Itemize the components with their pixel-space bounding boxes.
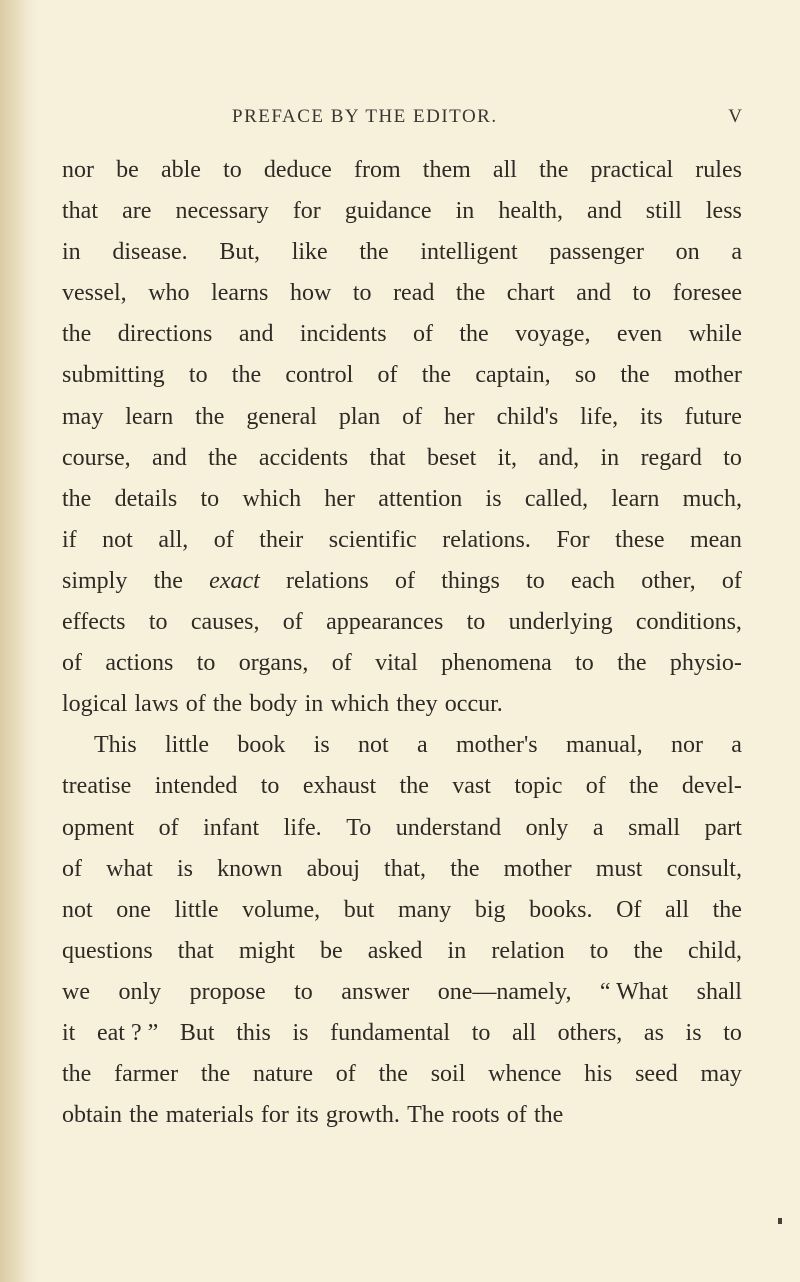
word: foresee <box>672 280 742 307</box>
word: be <box>320 937 343 964</box>
word: occur. <box>444 691 503 718</box>
word: learn <box>125 403 174 430</box>
text-line <box>62 438 742 479</box>
word: health, <box>498 198 563 225</box>
word: a <box>592 814 604 841</box>
word: that <box>62 198 98 225</box>
word: laws <box>134 691 179 718</box>
text-line <box>62 520 742 561</box>
text-line <box>62 890 742 931</box>
word: scientific <box>328 526 417 553</box>
word: submitting <box>62 362 165 389</box>
word: actions <box>105 650 174 677</box>
word: vessel, <box>62 280 127 307</box>
word: the <box>208 444 238 471</box>
word: to <box>723 1019 742 1046</box>
word: questions <box>62 937 153 964</box>
word: guidance <box>344 198 432 225</box>
word: the <box>617 650 647 677</box>
word: farmer <box>114 1061 179 1088</box>
word: the <box>399 773 429 800</box>
word: child's <box>496 403 559 430</box>
word: beset <box>426 444 477 471</box>
word: But <box>179 1019 215 1046</box>
page-number: V <box>728 106 742 127</box>
word: to <box>294 978 313 1005</box>
word: as <box>643 1019 664 1046</box>
word: only <box>525 814 569 841</box>
word: relation <box>491 937 565 964</box>
word: shall <box>696 978 742 1005</box>
word: conditions, <box>635 609 742 636</box>
word: causes, <box>190 609 260 636</box>
word: other, <box>641 567 696 594</box>
word: consult, <box>666 855 742 882</box>
word: underlying <box>508 609 613 636</box>
word: intended <box>154 773 238 800</box>
page-gutter-shadow <box>0 0 26 1282</box>
word: effects <box>62 609 126 636</box>
word: it <box>62 1019 76 1046</box>
word: who <box>148 280 190 307</box>
word: which <box>330 691 390 718</box>
word: phenomena <box>441 650 552 677</box>
word: her <box>324 485 356 512</box>
word: general <box>246 403 317 430</box>
word: called, <box>524 485 589 512</box>
text-line <box>62 355 742 396</box>
word: is <box>176 855 193 882</box>
word: the <box>195 403 225 430</box>
word: to <box>526 567 545 594</box>
text-line <box>62 972 742 1013</box>
word: deduce <box>263 157 332 183</box>
word: necessary <box>175 198 269 225</box>
word: and <box>576 280 611 307</box>
word: that <box>369 444 406 471</box>
word: the <box>62 1061 92 1088</box>
text-line <box>62 931 742 972</box>
word: to <box>352 280 372 307</box>
word: eat ? ” <box>96 1019 159 1046</box>
word: from <box>353 157 401 183</box>
word: learns <box>211 280 269 307</box>
word: life. <box>283 814 322 841</box>
word: of <box>282 609 303 636</box>
word: opment <box>62 814 134 841</box>
text-line <box>62 808 742 849</box>
word: nor <box>62 157 94 183</box>
word: of <box>62 650 82 677</box>
body-text <box>62 150 742 1136</box>
word: whence <box>488 1061 562 1088</box>
word: the <box>539 157 569 183</box>
word: to <box>260 773 280 800</box>
word: books. <box>529 896 593 923</box>
word: to <box>196 650 216 677</box>
word: of <box>377 362 398 389</box>
text-line <box>62 479 742 520</box>
word: the <box>212 691 243 718</box>
word: appearances <box>326 609 444 636</box>
word: may <box>62 403 104 430</box>
word: mean <box>689 526 742 553</box>
word: and <box>238 321 274 348</box>
word: the <box>620 362 650 389</box>
word: and <box>587 198 622 225</box>
word: her <box>444 403 475 430</box>
word: one <box>116 896 151 923</box>
word: the <box>455 280 486 307</box>
word: read <box>393 280 435 307</box>
word: they <box>396 691 438 718</box>
word: even <box>616 321 663 348</box>
word: volume, <box>242 896 321 923</box>
word: vital <box>375 650 418 677</box>
text-line <box>62 725 742 766</box>
text-line <box>62 643 742 684</box>
word: soil <box>430 1061 466 1088</box>
text-line <box>62 273 742 314</box>
word: like <box>291 239 328 266</box>
word: little <box>165 732 209 759</box>
word: his <box>584 1061 613 1088</box>
word: logical <box>62 691 128 718</box>
word: of <box>402 403 423 430</box>
word: The <box>407 1102 445 1129</box>
text-line <box>62 1013 742 1054</box>
word: so <box>574 362 597 389</box>
word: future <box>684 403 742 430</box>
word: exact <box>209 567 260 594</box>
word: what <box>106 855 153 882</box>
word: a <box>731 239 742 266</box>
word: the <box>459 321 489 348</box>
word: chart <box>506 280 555 307</box>
word: in <box>304 691 324 718</box>
word: and <box>152 444 187 471</box>
word: all <box>512 1019 537 1046</box>
text-line <box>62 397 742 438</box>
word: big <box>474 896 506 923</box>
word: one—namely, <box>437 978 572 1005</box>
word: of <box>412 321 433 348</box>
word: to <box>632 280 652 307</box>
word: of <box>158 814 179 841</box>
text-line <box>62 684 742 725</box>
word: is <box>313 732 330 759</box>
word: the <box>712 896 742 923</box>
word: passenger <box>549 239 644 266</box>
word: them <box>422 157 471 183</box>
word: directions <box>117 321 213 348</box>
word: known <box>217 855 283 882</box>
word: while <box>688 321 742 348</box>
word: for <box>260 1102 289 1129</box>
word: less <box>705 198 742 225</box>
word: all <box>665 896 690 923</box>
word: rules <box>695 157 742 183</box>
word: the <box>421 362 452 389</box>
word: that, <box>384 855 427 882</box>
word: in <box>62 239 81 266</box>
word: captain, <box>475 362 551 389</box>
word: voyage, <box>515 321 591 348</box>
word: for <box>292 198 321 225</box>
word: practical <box>590 157 674 183</box>
text-line <box>62 766 742 807</box>
word: “ What <box>599 978 669 1005</box>
word: life, <box>580 403 619 430</box>
word: of <box>62 855 82 882</box>
word: propose <box>189 978 266 1005</box>
text-line <box>62 191 742 232</box>
word: the <box>629 773 659 800</box>
word: of <box>394 567 415 594</box>
word: nor <box>670 732 703 759</box>
word: to <box>223 157 242 183</box>
word: infant <box>203 814 260 841</box>
word: seed <box>635 1061 678 1088</box>
word: roots <box>451 1102 500 1129</box>
word: materials <box>165 1102 254 1129</box>
word: But, <box>219 239 261 266</box>
text-line <box>62 1095 742 1136</box>
word: only <box>118 978 162 1005</box>
word: the <box>129 1102 159 1129</box>
text-line <box>62 1054 742 1095</box>
word: all <box>492 157 517 183</box>
word: on <box>675 239 700 266</box>
word: the <box>200 1061 231 1088</box>
word: To <box>346 814 372 841</box>
word: devel- <box>681 773 742 800</box>
word: and, <box>538 444 580 471</box>
text-line <box>62 561 742 602</box>
word: things <box>441 567 500 594</box>
word: must <box>595 855 643 882</box>
word: the <box>231 362 262 389</box>
word: manual, <box>565 732 643 759</box>
word: not <box>62 896 93 923</box>
word: may <box>700 1061 742 1088</box>
word: child, <box>687 937 742 964</box>
word: the <box>533 1102 564 1129</box>
text-line <box>62 314 742 355</box>
word: plan <box>338 403 381 430</box>
word: to <box>723 444 742 471</box>
word: the <box>359 239 389 266</box>
word: attention <box>378 485 463 512</box>
word: but <box>343 896 375 923</box>
word: organs, <box>238 650 309 677</box>
word: to <box>188 362 208 389</box>
text-line <box>62 150 742 191</box>
word: accidents <box>258 444 349 471</box>
word: a <box>731 732 742 759</box>
word: the <box>62 485 92 512</box>
word: many <box>397 896 452 923</box>
word: be <box>116 157 139 183</box>
word: the <box>153 567 183 594</box>
word: a <box>417 732 428 759</box>
word: mother <box>503 855 572 882</box>
word: topic <box>514 773 563 800</box>
word: learn <box>611 485 660 512</box>
word: to <box>148 609 168 636</box>
word: book <box>237 732 286 759</box>
word: not <box>102 526 133 553</box>
word: to <box>589 937 609 964</box>
word: of <box>331 650 352 677</box>
word: nature <box>253 1061 313 1088</box>
word: of <box>721 567 742 594</box>
word: Of <box>616 896 642 923</box>
word: if <box>62 526 77 553</box>
word: of <box>335 1061 356 1088</box>
word: is <box>485 485 502 512</box>
word: this <box>236 1019 271 1046</box>
word: its <box>296 1102 319 1129</box>
word: details <box>114 485 178 512</box>
word: are <box>122 198 152 225</box>
word: to <box>200 485 220 512</box>
word: to <box>575 650 594 677</box>
word: small <box>628 814 681 841</box>
word: understand <box>395 814 502 841</box>
word: body <box>249 691 298 718</box>
word: that <box>177 937 214 964</box>
word: of <box>213 526 234 553</box>
word: asked <box>367 937 423 964</box>
text-line <box>62 232 742 273</box>
word: disease. <box>112 239 188 266</box>
word: to <box>466 609 486 636</box>
word: control <box>285 362 354 389</box>
word: is <box>292 1019 309 1046</box>
word: these <box>615 526 665 553</box>
text-line <box>62 602 742 643</box>
word: treatise <box>62 773 132 800</box>
word: fundamental <box>330 1019 451 1046</box>
word: mother's <box>455 732 538 759</box>
page-header <box>62 106 742 136</box>
word: the <box>450 855 480 882</box>
word: abouj <box>306 855 360 882</box>
word: which <box>242 485 302 512</box>
word: of <box>506 1102 527 1129</box>
word: it, <box>497 444 518 471</box>
word: we <box>62 978 90 1005</box>
word: in <box>447 937 467 964</box>
word: the <box>633 937 663 964</box>
margin-mark <box>778 1218 782 1224</box>
word: others, <box>557 1019 623 1046</box>
word: relations <box>286 567 369 594</box>
word: regard <box>640 444 702 471</box>
word: their <box>259 526 304 553</box>
text-line <box>62 849 742 890</box>
running-head: PREFACE BY THE EDITOR. <box>232 106 498 127</box>
word: much, <box>682 485 742 512</box>
word: exhaust <box>302 773 377 800</box>
word: the <box>62 321 92 348</box>
word: course, <box>62 444 131 471</box>
word: obtain <box>62 1102 122 1129</box>
word: simply <box>62 567 128 594</box>
word: is <box>685 1019 702 1046</box>
word: still <box>645 198 682 225</box>
word: This <box>94 732 137 759</box>
word: able <box>160 157 201 183</box>
word: mother <box>673 362 742 389</box>
word: physio- <box>669 650 742 677</box>
word: For <box>556 526 590 553</box>
word: each <box>571 567 616 594</box>
word: growth. <box>325 1102 400 1129</box>
word: intelligent <box>420 239 518 266</box>
word: how <box>289 280 332 307</box>
word: answer <box>341 978 410 1005</box>
word: vast <box>452 773 491 800</box>
word: of <box>185 691 206 718</box>
word: relations. <box>442 526 531 553</box>
word: its <box>640 403 663 430</box>
word: to <box>471 1019 491 1046</box>
word: might <box>238 937 295 964</box>
word: part <box>704 814 742 841</box>
word: in <box>600 444 620 471</box>
word: not <box>358 732 389 759</box>
word: in <box>455 198 475 225</box>
word: the <box>378 1061 408 1088</box>
word: little <box>174 896 219 923</box>
word: all, <box>158 526 189 553</box>
word: incidents <box>299 321 387 348</box>
word: of <box>585 773 606 800</box>
